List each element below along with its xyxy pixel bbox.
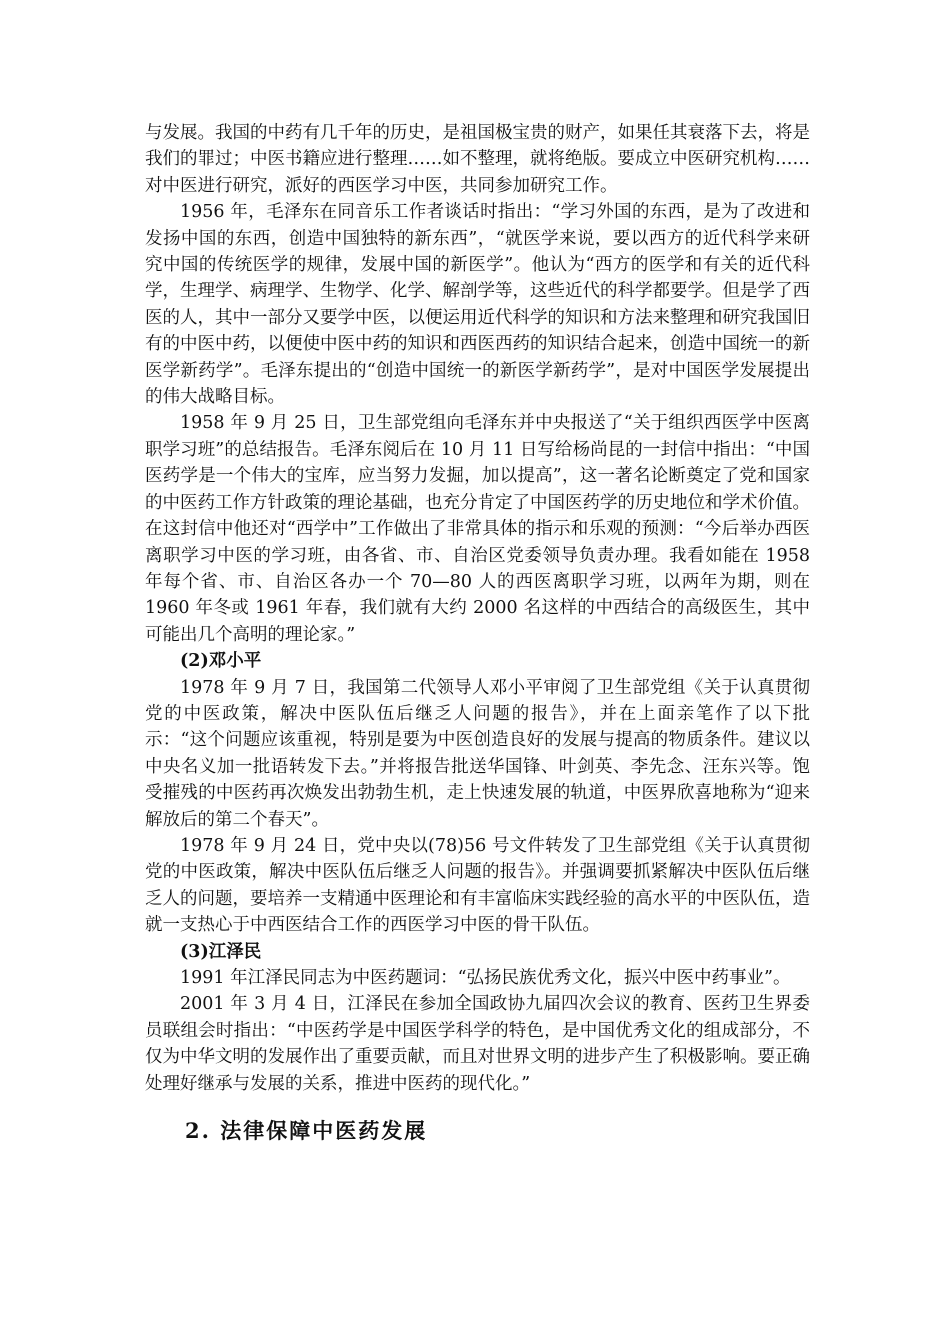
subheading-deng-xiaoping: (2)邓小平 <box>180 651 262 672</box>
subheading-jiang-zemin: (3)江泽民 <box>180 941 262 962</box>
paragraph-mao-1958: 1958 年 9 月 25 日，卫生部党组向毛泽东并中央报送了“关于组织西医学中医离职学习班”的总结报告。毛泽东阅后在 10 月 11 日写给杨尚昆的一封信中指出：“中国医药学是一个伟大的宝库，应当努力发掘，加以提高”，这一著名论断奠定了党和国家的中医药工作方针政策的理论基础，也充分肯定了中国医药学的历史地位和学术价值。在这封信中他还对“西学中”工作做出了非常具体的指示和乐观的预测：“今后举办西医离职学习中医的学习班，由各省、市、自治区党委领导负责办理。我看如能在 1958 年每个省、市、自治区各办一个 70—80 人的西医离职学习班，以两年为期，则在 1960 年冬或 1961 年春，我们就有大约 2000 名这样的中西结合的高级医生，其中可能出几个高明的理论家。” <box>145 413 810 645</box>
paragraph-jiang-2001: 2001 年 3 月 4 日，江泽民在参加全国政协九届四次会议的教育、医药卫生界委员联组会时指出：“中医药学是中国医学科学的特色，是中国优秀文化的组成部分，不仅为中华文明的发展作出了重要贡献，而且对世界文明的进步产生了积极影响。要正确处理好继承与发展的关系，推进中医药的现代化。” <box>145 994 810 1094</box>
section-heading-legal-protection: 2. 法律保障中医药发展 <box>185 1118 428 1144</box>
document-page <box>145 120 810 1147</box>
paragraph-deng-1978-sep24: 1978 年 9 月 24 日，党中央以(78)56 号文件转发了卫生部党组《关于认真贯彻党的中医政策，解决中医队伍后继乏人问题的报告》。并强调要抓紧解决中医队伍后继乏人的问题，要培养一支精通中医理论和有丰富临床实践经验的高水平的中医队伍，造就一支热心于中西医结合工作的西医学习中医的骨干队伍。 <box>145 835 810 936</box>
paragraph-jiang-1991: 1991 年江泽民同志为中医药题词：“弘扬民族优秀文化，振兴中医中药事业”。 <box>180 968 791 988</box>
paragraph-mao-1956: 1956 年，毛泽东在同音乐工作者谈话时指出：“学习外国的东西，是为了改进和发扬中国的东西，创造中国独特的新东西”，“就医学来说，要以西方的近代科学来研究中国的传统医学的规律，发展中国的新医学”。他认为“西方的医学和有关的近代科学，生理学、病理学、生物学、化学、解剖学等，这些近代的科学都要学。但是学了西医的人，其中一部分又要学中医，以便运用近代科学的知识和方法来整理和研究我国旧有的中医中药，以便使中医中药的知识和西医西药的知识结合起来，创造中国统一的新医学新药学”。毛泽东提出的“创造中国统一的新医学新药学”，是对中国医学发展提出的伟大战略目标。 <box>145 202 810 408</box>
paragraph-deng-1978-sep7: 1978 年 9 月 7 日，我国第二代领导人邓小平审阅了卫生部党组《关于认真贯彻党的中医政策，解决中医队伍后继乏人问题的报告》，并在上面亲笔作了以下批示：“这个问题应该重视，特别是要为中医创造良好的发展与提高的物质条件。建议以中央名义加一批语转发下去。”并将报告批送华国锋、叶剑英、李先念、汪东兴等。饱受摧残的中医药再次焕发出勃勃生机，走上快速发展的轨道，中医界欣喜地称为“迎来解放后的第二个春天”。 <box>145 677 810 830</box>
paragraph-continuation: 与发展。我国的中药有几千年的历史，是祖国极宝贵的财产，如果任其衰落下去，将是我们的罪过；中医书籍应进行整理……如不整理，就将绝版。要成立中医研究机构……对中医进行研究，派好的西医学习中医，共同参加研究工作。 <box>145 123 810 196</box>
